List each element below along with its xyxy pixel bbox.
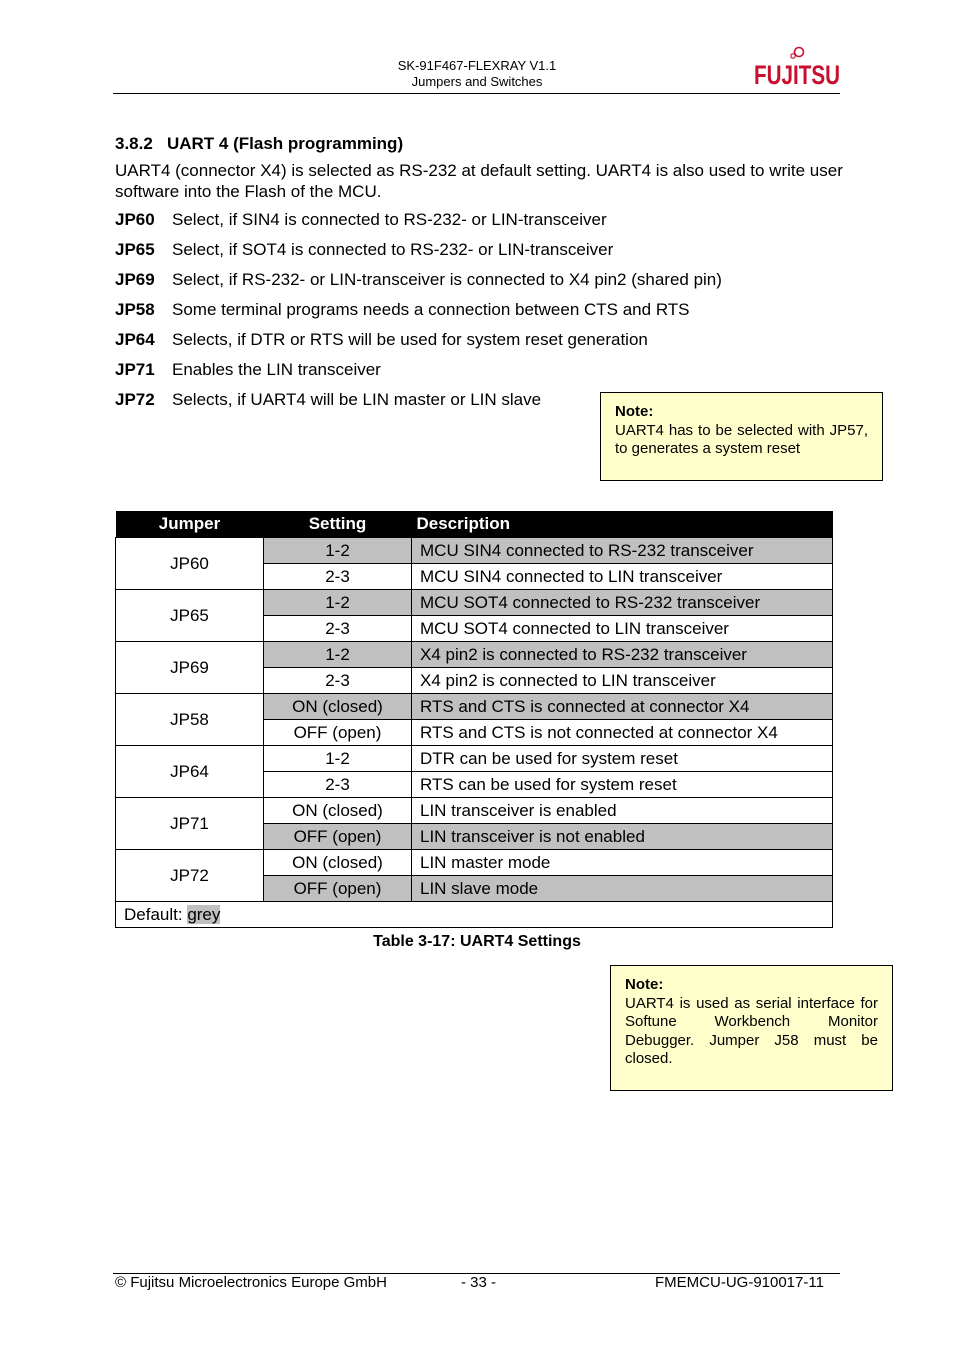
jumper-list-item	[115, 330, 648, 350]
jumper-text: Select, if SOT4 is connected to RS-232- or LIN-transceiver	[172, 240, 614, 259]
note-text: UART4 has to be selected with JP57, to generates a system reset	[615, 421, 868, 457]
description-cell: LIN master mode	[412, 850, 833, 876]
header-title: SK-91F467-FLEXRAY V1.1	[397, 58, 557, 73]
description-cell: MCU SOT4 connected to RS-232 transceiver	[412, 590, 833, 616]
note-title: Note:	[615, 403, 654, 420]
setting-cell: 2-3	[264, 616, 412, 642]
jumper-label: JP65	[115, 240, 155, 259]
note-box	[600, 392, 883, 481]
table-row	[116, 746, 833, 772]
jumper-cell: JP71	[116, 798, 264, 850]
description-cell: RTS and CTS is connected at connector X4	[412, 694, 833, 720]
jumper-text: Selects, if UART4 will be LIN master or LIN slave	[172, 390, 542, 409]
table-header-row	[116, 511, 833, 538]
setting-cell: 1-2	[264, 538, 412, 564]
uart4-settings-table	[115, 511, 833, 928]
jumper-cell: JP64	[116, 746, 264, 798]
description-cell: DTR can be used for system reset	[412, 746, 833, 772]
setting-cell: OFF (open)	[264, 824, 412, 850]
jumper-text: Select, if SIN4 is connected to RS-232- or LIN-transceiver	[172, 210, 607, 229]
jumper-label: JP72	[115, 390, 155, 409]
fujitsu-logo	[752, 44, 844, 90]
setting-cell: 2-3	[264, 772, 412, 798]
footer-copyright: © Fujitsu Microelectronics Europe GmbH	[115, 1274, 387, 1291]
setting-cell: 1-2	[264, 746, 412, 772]
setting-cell: 1-2	[264, 590, 412, 616]
description-cell: RTS and CTS is not connected at connector X4	[412, 720, 833, 746]
header-jumper: Jumper	[116, 511, 264, 538]
table-row	[116, 590, 833, 616]
note-box	[610, 965, 893, 1091]
table-row	[116, 850, 833, 876]
description-cell: MCU SOT4 connected to LIN transceiver	[412, 616, 833, 642]
table-row	[116, 694, 833, 720]
jumper-label: JP58	[115, 300, 155, 319]
table-row	[116, 538, 833, 564]
description-cell: RTS can be used for system reset	[412, 772, 833, 798]
header-divider	[113, 93, 840, 94]
default-legend-label: Default:	[124, 904, 188, 924]
jumper-label: JP69	[115, 270, 155, 289]
setting-cell: 1-2	[264, 642, 412, 668]
jumper-list-item	[115, 270, 722, 290]
description-cell: X4 pin2 is connected to LIN transceiver	[412, 668, 833, 694]
jumper-list-item	[115, 390, 541, 410]
svg-text:FUJITSU: FUJITSU	[754, 60, 840, 90]
jumper-list-item	[115, 240, 613, 260]
setting-cell: ON (closed)	[264, 798, 412, 824]
footer-page-number: - 33 -	[461, 1274, 497, 1291]
jumper-list-item	[115, 300, 690, 320]
jumper-cell: JP69	[116, 642, 264, 694]
setting-cell: OFF (open)	[264, 720, 412, 746]
jumper-list-item	[115, 360, 381, 380]
jumper-cell: JP72	[116, 850, 264, 902]
footer-doc-id: FMEMCU-UG-910017-11	[655, 1274, 824, 1291]
note-text: UART4 is used as serial interface for Softune Workbench Monitor Debugger. Jumper J58 must be closed.	[625, 994, 878, 1067]
jumper-cell: JP65	[116, 590, 264, 642]
jumper-label: JP60	[115, 210, 155, 229]
section-title: 3.8.2 UART 4 (Flash programming)	[115, 134, 404, 153]
setting-cell: ON (closed)	[264, 694, 412, 720]
description-cell: MCU SIN4 connected to RS-232 transceiver	[412, 538, 833, 564]
jumper-cell: JP58	[116, 694, 264, 746]
setting-cell: 2-3	[264, 668, 412, 694]
setting-cell: 2-3	[264, 564, 412, 590]
jumper-list-item	[115, 210, 607, 230]
header-subtitle: Jumpers and Switches	[411, 74, 543, 89]
description-cell: LIN slave mode	[412, 876, 833, 902]
table-row	[116, 642, 833, 668]
description-cell: LIN transceiver is not enabled	[412, 824, 833, 850]
description-cell: MCU SIN4 connected to LIN transceiver	[412, 564, 833, 590]
description-cell: LIN transceiver is enabled	[412, 798, 833, 824]
jumper-text: Selects, if DTR or RTS will be used for system reset generation	[172, 330, 648, 349]
note-title: Note:	[625, 976, 664, 993]
jumper-text: Enables the LIN transceiver	[172, 360, 381, 379]
section-intro: UART4 (connector X4) is selected as RS-232 at default setting. UART4 is also used to write user software into the Flash of the MCU.	[115, 161, 843, 201]
description-cell: X4 pin2 is connected to RS-232 transceiver	[412, 642, 833, 668]
table-footer-row	[116, 902, 833, 928]
default-legend-value: grey	[187, 904, 221, 924]
jumper-cell: JP60	[116, 538, 264, 590]
table-row	[116, 798, 833, 824]
header-setting: Setting	[264, 511, 412, 538]
jumper-text: Some terminal programs needs a connection between CTS and RTS	[172, 300, 690, 319]
header-description: Description	[412, 511, 833, 538]
jumper-text: Select, if RS-232- or LIN-transceiver is connected to X4 pin2 (shared pin)	[172, 270, 722, 289]
setting-cell: OFF (open)	[264, 876, 412, 902]
table-caption: Table 3-17: UART4 Settings	[373, 933, 581, 950]
setting-cell: ON (closed)	[264, 850, 412, 876]
jumper-label: JP64	[115, 330, 155, 349]
default-legend	[116, 902, 833, 928]
jumper-label: JP71	[115, 360, 155, 379]
